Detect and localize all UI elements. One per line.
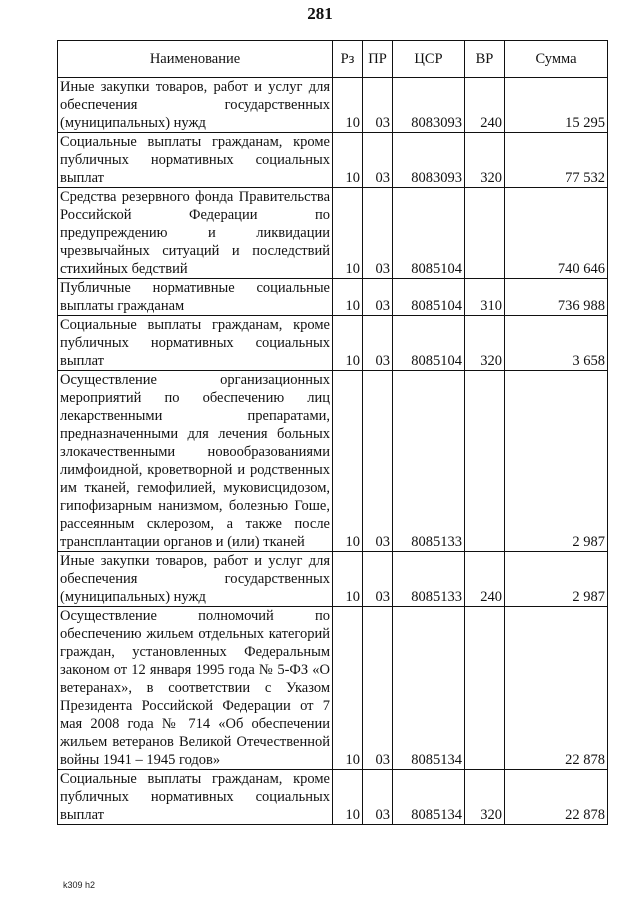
row-rz: 10 bbox=[333, 279, 363, 316]
footer-code: k309 h2 bbox=[63, 880, 96, 890]
row-name: Иные закупки товаров, работ и услуг для обеспечения государственных (муниципальных) нужд bbox=[58, 552, 333, 607]
row-sum: 2 987 bbox=[505, 552, 608, 607]
row-sum: 736 988 bbox=[505, 279, 608, 316]
header-rz: Рз bbox=[333, 41, 363, 78]
row-pr: 03 bbox=[363, 279, 393, 316]
row-name: Публичные нормативные социальные выплаты гражданам bbox=[58, 279, 333, 316]
header-csr: ЦСР bbox=[393, 41, 465, 78]
table-row bbox=[58, 770, 608, 825]
header-pr: ПР bbox=[363, 41, 393, 78]
table-row bbox=[58, 188, 608, 279]
row-vr: 320 bbox=[465, 133, 505, 188]
row-sum: 3 658 bbox=[505, 316, 608, 371]
header-vr: ВР bbox=[465, 41, 505, 78]
row-name: Иные закупки товаров, работ и услуг для обеспечения государственных (муниципальных) нужд bbox=[58, 78, 333, 133]
row-csr: 8083093 bbox=[393, 78, 465, 133]
table-row bbox=[58, 279, 608, 316]
row-name: Социальные выплаты гражданам, кроме публичных нормативных социальных выплат bbox=[58, 316, 333, 371]
row-pr: 03 bbox=[363, 78, 393, 133]
row-csr: 8085134 bbox=[393, 770, 465, 825]
row-name: Социальные выплаты гражданам, кроме публичных нормативных социальных выплат bbox=[58, 133, 333, 188]
table-row bbox=[58, 316, 608, 371]
row-vr: 320 bbox=[465, 316, 505, 371]
table-row bbox=[58, 552, 608, 607]
row-vr bbox=[465, 371, 505, 552]
budget-table bbox=[57, 40, 608, 825]
page-number: 281 bbox=[307, 4, 333, 23]
row-sum: 77 532 bbox=[505, 133, 608, 188]
row-pr: 03 bbox=[363, 770, 393, 825]
row-csr: 8085133 bbox=[393, 552, 465, 607]
row-pr: 03 bbox=[363, 371, 393, 552]
row-sum: 22 878 bbox=[505, 770, 608, 825]
header-name: Наименование bbox=[58, 41, 333, 78]
row-sum: 22 878 bbox=[505, 607, 608, 770]
row-pr: 03 bbox=[363, 188, 393, 279]
row-rz: 10 bbox=[333, 552, 363, 607]
row-rz: 10 bbox=[333, 770, 363, 825]
table-row bbox=[58, 371, 608, 552]
row-csr: 8083093 bbox=[393, 133, 465, 188]
row-name: Осуществление организационных мероприятий по обеспечению лиц лекарственными препаратами, предназначенными для лечения больных злокачественными новообразованиями лимфоидной, кроветворной и родственных им тканей, гемофилией, муковисцидозом, гипофизарным нанизмом, болезнью Гоше, рассеянным склерозом, а также после трансплантации органов и (или) тканей bbox=[58, 371, 333, 552]
row-vr: 240 bbox=[465, 78, 505, 133]
table-row bbox=[58, 607, 608, 770]
row-rz: 10 bbox=[333, 78, 363, 133]
row-vr bbox=[465, 188, 505, 279]
row-pr: 03 bbox=[363, 607, 393, 770]
row-name: Социальные выплаты гражданам, кроме публичных нормативных социальных выплат bbox=[58, 770, 333, 825]
row-csr: 8085104 bbox=[393, 279, 465, 316]
row-rz: 10 bbox=[333, 133, 363, 188]
header-sum: Сумма bbox=[505, 41, 608, 78]
row-csr: 8085104 bbox=[393, 316, 465, 371]
row-csr: 8085133 bbox=[393, 371, 465, 552]
row-csr: 8085134 bbox=[393, 607, 465, 770]
table-row bbox=[58, 78, 608, 133]
row-csr: 8085104 bbox=[393, 188, 465, 279]
row-sum: 15 295 bbox=[505, 78, 608, 133]
row-vr: 320 bbox=[465, 770, 505, 825]
table-row bbox=[58, 133, 608, 188]
row-pr: 03 bbox=[363, 133, 393, 188]
row-sum: 2 987 bbox=[505, 371, 608, 552]
row-pr: 03 bbox=[363, 552, 393, 607]
row-name: Осуществление полномочий по обеспечению жильем отдельных категорий граждан, установленных Федеральным законом от 12 января 1995 года № 5-ФЗ «О ветеранах», в соответствии с Указом Президента Российской Федерации от 7 мая 2008 года № 714 «Об обеспечении жильем ветеранов Великой Отечественной войны 1941 – 1945 годов» bbox=[58, 607, 333, 770]
row-rz: 10 bbox=[333, 607, 363, 770]
row-sum: 740 646 bbox=[505, 188, 608, 279]
row-vr: 240 bbox=[465, 552, 505, 607]
row-rz: 10 bbox=[333, 316, 363, 371]
row-pr: 03 bbox=[363, 316, 393, 371]
row-name: Средства резервного фонда Правительства Российской Федерации по предупреждению и ликвидации чрезвычайных ситуаций и последствий стихийных бедствий bbox=[58, 188, 333, 279]
row-vr bbox=[465, 607, 505, 770]
row-vr: 310 bbox=[465, 279, 505, 316]
table-header-row bbox=[58, 41, 608, 78]
row-rz: 10 bbox=[333, 371, 363, 552]
row-rz: 10 bbox=[333, 188, 363, 279]
